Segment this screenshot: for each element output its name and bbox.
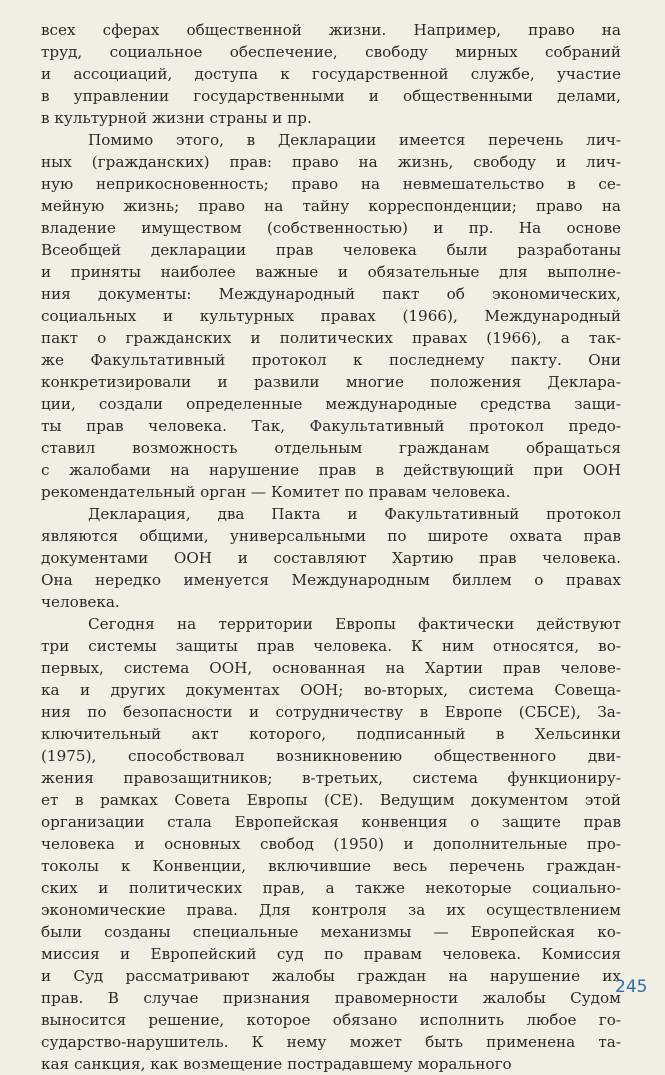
text-line: кая санкция, как возмещение пострадавшему морального <box>41 1055 512 1073</box>
text-line: ключительный акт которого, подписанный в Хельсинки <box>41 725 621 743</box>
text-line: токолы к Конвенции, включившие весь перечень граждан- <box>41 857 621 875</box>
text-line: ных (гражданских) прав: право на жизнь, свободу и лич- <box>41 153 621 171</box>
text-line: же Факультативный протокол к последнему пакту. Они <box>41 351 621 369</box>
text-line: были созданы специальные механизмы — Европейская ко- <box>41 923 621 941</box>
text-line: прав. В случае признания правомерности жалобы Судом <box>41 989 621 1007</box>
text-line: пакт о гражданских и политических правах (1966), а так- <box>41 329 621 347</box>
text-line: Помимо этого, в Декларации имеется перечень лич- <box>88 131 621 149</box>
text-line: конкретизировали и развили многие положения Деклара- <box>41 373 621 391</box>
text-line: рекомендательный орган — Комитет по правам человека. <box>41 483 511 501</box>
text-line: мейную жизнь; право на тайну корреспонденции; право на <box>41 197 621 215</box>
paragraph <box>41 19 621 129</box>
text-line: человека. <box>41 593 120 611</box>
text-line: первых, система ООН, основанная на Хартии прав челове- <box>41 659 621 677</box>
text-line: сударство-нарушитель. К нему может быть применена та- <box>41 1033 621 1051</box>
paragraph <box>41 503 621 613</box>
text-line: выносится решение, которое обязано исполнить любое го- <box>41 1011 621 1029</box>
text-line: документами ООН и составляют Хартию прав человека. <box>41 549 621 567</box>
text-line: Всеобщей декларации прав человека были разработаны <box>41 241 621 259</box>
paragraph <box>41 129 621 503</box>
text-line: Сегодня на территории Европы фактически действуют <box>88 615 621 633</box>
text-line: с жалобами на нарушение прав в действующий при ООН <box>41 461 621 479</box>
text-line: труд, социальное обеспечение, свободу мирных собраний <box>41 43 621 61</box>
text-line: ских и политических прав, а также некоторые социально- <box>41 879 621 897</box>
text-line: ка и других документах ООН; во-вторых, система Совеща- <box>41 681 621 699</box>
text-line: ет в рамках Совета Европы (СЕ). Ведущим документом этой <box>41 791 621 809</box>
text-line: ставил возможность отдельным гражданам обращаться <box>41 439 621 457</box>
text-line: экономические права. Для контроля за их осуществлением <box>41 901 621 919</box>
text-line: человека и основных свобод (1950) и дополнительные про- <box>41 835 621 853</box>
text-line: социальных и культурных правах (1966), Международный <box>41 307 621 325</box>
text-line: организации стала Европейская конвенция о защите прав <box>41 813 621 831</box>
text-line: всех сферах общественной жизни. Например, право на <box>41 21 621 39</box>
text-line: (1975), способствовал возникновению общественного дви- <box>41 747 621 765</box>
body-text <box>41 19 621 1075</box>
text-line: в культурной жизни страны и пр. <box>41 109 312 127</box>
paragraph <box>41 613 621 1075</box>
page-number: 245 <box>615 977 648 997</box>
text-line: являются общими, универсальными по широте охвата прав <box>41 527 621 545</box>
text-line: ную неприкосновенность; право на невмешательство в се- <box>41 175 621 193</box>
text-line: владение имуществом (собственностью) и пр. На основе <box>41 219 621 237</box>
text-line: в управлении государственными и общественными делами, <box>41 87 621 105</box>
text-line: и Суд рассматривают жалобы граждан на нарушение их <box>41 967 621 985</box>
text-line: миссия и Европейский суд по правам человека. Комиссия <box>41 945 621 963</box>
text-line: ния документы: Международный пакт об экономических, <box>41 285 621 303</box>
text-line: и приняты наиболее важные и обязательные для выполне- <box>41 263 621 281</box>
text-line: Декларация, два Пакта и Факультативный протокол <box>88 505 621 523</box>
text-line: жения правозащитников; в-третьих, система функциониру- <box>41 769 621 787</box>
text-line: и ассоциаций, доступа к государственной службе, участие <box>41 65 621 83</box>
text-line: ции, создали определенные международные средства защи- <box>41 395 621 413</box>
text-line: ния по безопасности и сотрудничеству в Европе (СБСЕ), За- <box>41 703 621 721</box>
text-line: три системы защиты прав человека. К ним относятся, во- <box>41 637 621 655</box>
text-line: Она нередко именуется Международным биллем о правах <box>41 571 621 589</box>
text-line: ты прав человека. Так, Факультативный протокол предо- <box>41 417 621 435</box>
